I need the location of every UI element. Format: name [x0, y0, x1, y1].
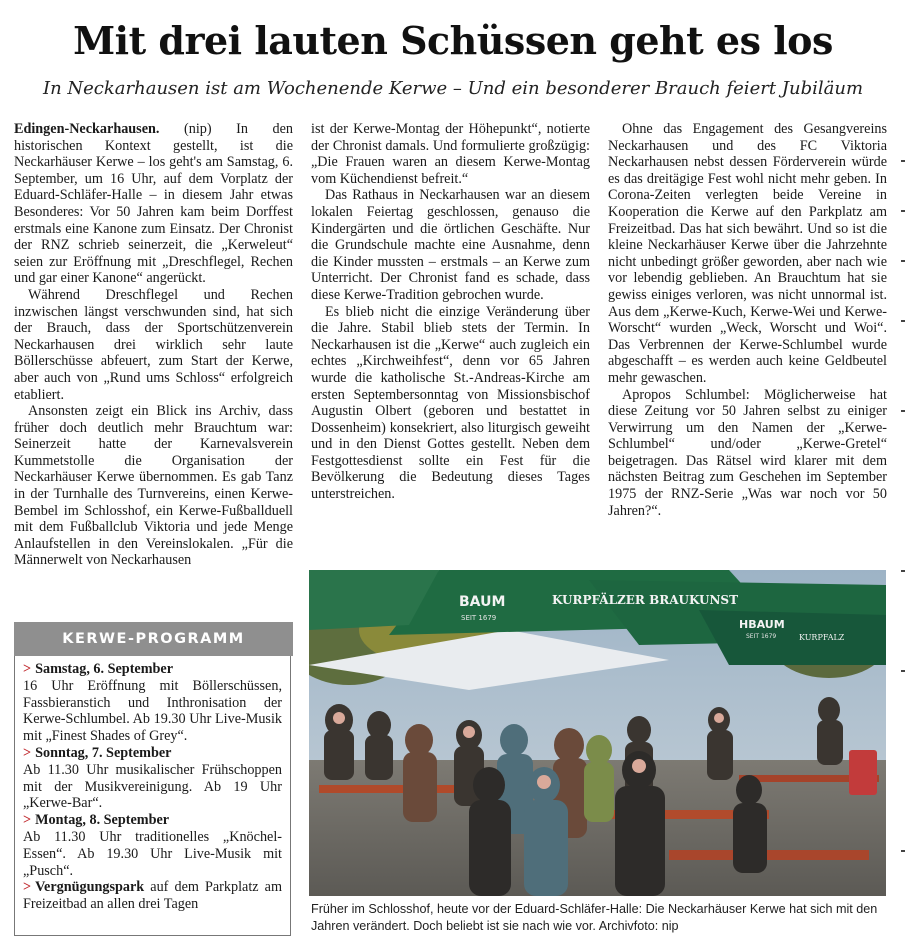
festival-photo-illustration — [309, 570, 886, 896]
dateline: Edingen-Neckarhausen. — [14, 121, 160, 137]
article-paragraph — [14, 121, 293, 287]
article-paragraph: Während Dreschflegel und Rechen inzwischen längst verschwunden sind, hat sich der Brauch, dass der Sportschützenverein Neckarhausen drei wirklich sehr laute Böllerschüsse abfeuert, zum Start der Kerwe, aber auch von „Rund ums Schloss“ erfolgreich etabliert. — [14, 286, 293, 403]
umbrella-text: KURPFALZ — [799, 633, 845, 642]
subheadline: In Neckarhausen ist am Wochenende Kerwe – Und ein besonderer Brauch feiert Jubiläum — [42, 78, 864, 99]
paragraph-text: (nip) In den historischen Kontext gestellt, ist die Neckarhäuser Kerwe – los geht's am Samstag, 6. September, um 16 Uhr, auf dem Vorplatz der Eduard-Schläfer-Halle – in diesem Jahr etwas Besonderes: Vor 50 Jahren kam beim Dorffest erstmals eine Kanone zum Einsatz. Der Chronist der RNZ schrieb seinerzeit, die „Kerweleut“ seien zur Eröffnung mit „Dreschflegel, Rechen und gar einer Kanone“ angerückt. — [14, 121, 293, 287]
umbrella-text: HBAUM — [739, 618, 785, 631]
program-item — [23, 745, 282, 812]
article-paragraph: Ohne das Engagement des Gesangvereins Neckarhausen und des FC Viktoria Neckarhausen nebst dessen Förderverein würde es das dreitägige Fest wohl nicht mehr geben. In Corona-Zeiten verlegten beide Vereine in Kooperation die Kerwe auf den Parkplatz am Freizeitbad. Das hat sich bewährt. Und so ist die kleine Neckarhäuser Kerwe über die Jahrzehnte nicht unbedingt größer geworden, aber nach wie vor lebendig geblieben. An Brauchtum hat sie gewiss einiges verloren, was nicht unnormal ist. Aus dem „Kerwe-Kuch, Kerwe-Wei und Kerwe-Worscht“ wurden „Weck, Worscht und Woi“. Das Verbrennen der Kerwe-Schlumbel wurde abgeschafft – es werden auch keine Geldbeutel mehr gewaschen. — [608, 121, 887, 386]
article-paragraph: Es blieb nicht die einzige Veränderung über die Jahre. Stabil blieb stets der Termin. In Neckarhausen ist die „Kerwe“ auch zugleich ein echtes „Kirchweihfest“, denn vor 65 Jahren wurde die katholische St.-Andreas-Kirche am ersten Septembersonntag von Missionsbischof Augustin Olbert (geboren und bestattet in Dossenheim) konsekriert, also liturgisch geweiht und in den Dienst Gottes gestellt. Neben dem Festgottesdienst sollte ein Fest für die Bevölkerung die Bedeutung dieses Tages unterstreichen. — [311, 303, 590, 503]
adjacent-column-edge — [898, 150, 906, 950]
article-paragraph: Das Rathaus in Neckarhausen war an diesem lokalen Feiertag geschlossen, genauso die Kindergärten und die örtlichen Geschäfte. Nur die Grundschule machte eine Ausnahme, denn die Kinder mussten – erstmals – an Kerwe zum Unterricht. Der Chronist fand es schade, dass diese Kerwe-Tradition gebrochen wurde. — [311, 187, 590, 303]
article-column-2 — [311, 121, 590, 558]
program-day: Montag, 8. September — [35, 812, 170, 829]
umbrella-subtext: SEIT 1679 — [746, 633, 777, 640]
umbrella-text: BAUM — [459, 594, 506, 610]
program-text: Ab 11.30 Uhr musikalischer Frühschoppen mit der Musikvereinigung. Ab 19 Uhr „Kerwe-Bar“. — [23, 761, 282, 812]
umbrella-text: KURPFÄLZER BRAUKUNST — [552, 593, 739, 607]
program-day: Sonntag, 7. September — [35, 744, 172, 761]
program-day: Vergnügungspark — [35, 879, 145, 896]
umbrella-subtext: SEIT 1679 — [461, 614, 497, 622]
arrow-icon: > — [23, 744, 32, 761]
arrow-icon: > — [23, 812, 32, 829]
program-item — [23, 661, 282, 745]
festival-photo — [309, 570, 886, 896]
article-paragraph: Apropos Schlumbel: Möglicherweise hat diese Zeitung vor 50 Jahren selbst zu einiger Verwirrung um den Namen der „Kerwe-Schlumbel“ und/oder „Kerwe-Gretel“ beigetragen. Das Rätsel wird klarer mit dem nächsten Beitrag zum Geschehen im September 1975 der RNZ-Serie „Was war noch vor 50 Jahren?“. — [608, 386, 887, 519]
article-column-1 — [14, 121, 293, 609]
program-text: Ab 11.30 Uhr traditionelles „Knöchel-Essen“. Ab 19.30 Uhr Live-Musik mit „Pusch“. — [23, 828, 282, 879]
program-box — [14, 656, 291, 936]
program-text: auf dem Parkplatz am Freizeitbad an allen drei Tagen — [23, 879, 282, 913]
headline: Mit drei lauten Schüssen geht es los — [73, 18, 833, 63]
program-item — [23, 812, 282, 879]
article-paragraph: ist der Kerwe-Montag der Höhepunkt“, notierte der Chronist damals. Und formulierte großzügig: „Die Frauen waren an diesem Kerwe-Montag vom Küchendienst befreit.“ — [311, 121, 590, 187]
article-paragraph: Ansonsten zeigt ein Blick ins Archiv, dass früher doch deutlich mehr Brauchtum war: Seinerzeit hatte der Karnevalsverein Kummetstolle die Organisation der Neckarhäuser Kerwe übernommen. Es gab Tanz in der Turnhalle des Turnvereins, einen Kerwe-Bembel im Schlosshof, ein Kerwe-Fußballduell mit dem Fußballclub Viktoria und jede Menge Anlaufstellen in den Vereinslokalen. „Für die Männerwelt von Neckarhausen — [14, 403, 293, 569]
program-day: Samstag, 6. September — [35, 661, 174, 677]
photo-caption: Früher im Schlosshof, heute vor der Eduard-Schläfer-Halle: Die Neckarhäuser Kerwe hat sich mit den Jahren verändert. Doch beliebt ist sie nach wie vor. Archivfoto: nip — [311, 902, 878, 933]
program-text: 16 Uhr Eröffnung mit Böllerschüssen, Fassbieranstich und Inthronisation der Kerwe-Schlumbel. Ab 19.30 Uhr Live-Musik mit „Finest Shades of Grey“. — [23, 677, 282, 745]
program-item — [23, 879, 282, 913]
article-column-3 — [608, 121, 887, 558]
arrow-icon: > — [23, 661, 32, 677]
program-box-title: KERWE-PROGRAMM — [14, 622, 293, 656]
arrow-icon: > — [23, 879, 32, 896]
